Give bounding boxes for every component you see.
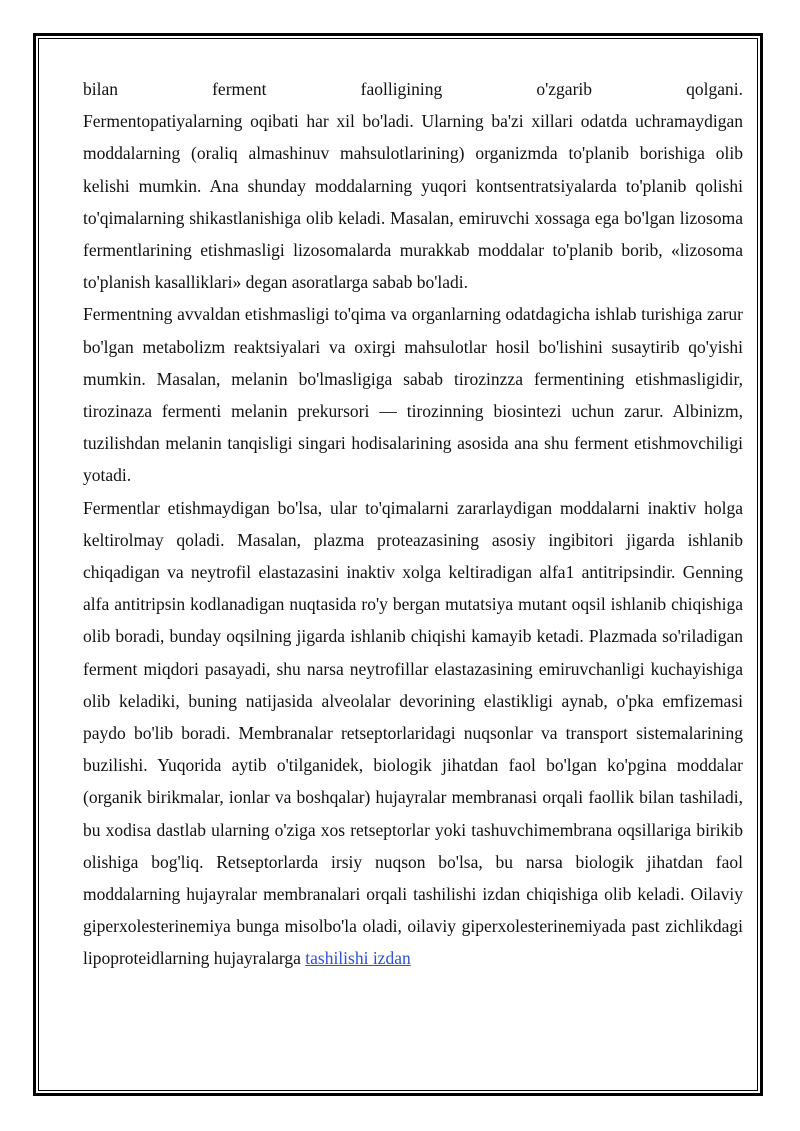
document-body bbox=[83, 73, 743, 975]
paragraph-3 bbox=[83, 492, 743, 975]
paragraph-1 bbox=[83, 73, 743, 298]
paragraph-1-first-line: bilan ferment faolligining o'zgarib qolgani. bbox=[83, 79, 743, 99]
paragraph-3-text: Fermentlar etishmaydigan bo'lsa, ular to'qimalarni zararlaydigan moddalarni inaktiv holga keltirolmay qoladi. Masalan, plazma proteazasining asosiy ingibitori jigarda ishlanib chiqadigan va neytrofil elastazasini inaktiv xolga keltiradigan alfa1 antitripsindir. Genning alfa antitripsin kodlanadigan nuqtasida ro'y bergan mutatsiya mutant oqsil ishlanib chiqishiga olib boradi, bunday oqsilning jigarda ishlanib chiqishi kamayib ketadi. Plazmada so'riladigan ferment miqdori pasayadi, shu narsa neytrofillar elastazasining emiruvchanligi kuchayishiga olib keladiki, buning natijasida alveolalar devorining elastikligi aynab, o'pka emfizemasi paydo bo'lib boradi. Membranalar retseptorlaridagi nuqsonlar va transport sistemalarining buzilishi. Yuqorida aytib o'tilganidek, biologik jihatdan faol bo'lgan ko'pgina moddalar (organik birikmalar, ionlar va boshqalar) hujayralar membranasi orqali faollik bilan tashiladi, bu xodisa dastlab ularning o'ziga xos retseptorlar yoki tashuvchimembrana oqsillariga birikib olishiga bog'liq. Retseptorlarda irsiy nuqson bo'lsa, bu narsa biologik jihatdan faol moddalarning hujayralar membranalari orqali tashilishi izdan chiqishiga olib keladi. Oilaviy giperxolesterinemiya bunga misolbo'la oladi, oilaviy giperxolesterinemiyada past zichlikdagi lipoproteidlarning hujayralarga bbox=[83, 497, 743, 969]
paragraph-2 bbox=[83, 298, 743, 491]
tashilishi-izdan-link[interactable]: tashilishi izdan bbox=[305, 948, 411, 969]
paragraph-2-text: Fermentning avvaldan etishmasligi to'qima va organlarning odatdagicha ishlab turishiga zarur bo'lgan metabolizm reaktsiyalari va oxirgi mahsulotlar hosil bo'lishini susaytirib qo'yishi mumkin. Masalan, melanin bo'lmasligiga sabab tirozinzza fermentining etishmasligidir, tirozinaza fermenti melanin prekursori — tirozinning biosintezi uchun zarur. Albinizm, tuzilishdan melanin tanqisligi singari hodisalarining asosida ana shu ferment etishmovchiligi yotadi. bbox=[83, 304, 743, 486]
paragraph-1-text: Fermentopatiyalarning oqibati har xil bo'ladi. Ularning ba'zi xillari odatda uchramaydigan moddalarning (oraliq almashinuv mahsulotlarining) organizmda to'planib borishiga olib kelishi mumkin. Ana shunday moddalarning yuqori kontsentratsiyalarda to'planib qolishi to'qimalarning shikastlanishiga olib keladi. Masalan, emiruvchi xossaga ega bo'lgan lizosoma fermentlarining etishmasligi lizosomalarda murakkab moddalar to'planib borib, «lizosoma to'planish kasalliklari» degan asoratlarga sabab bo'ladi. bbox=[83, 111, 743, 293]
